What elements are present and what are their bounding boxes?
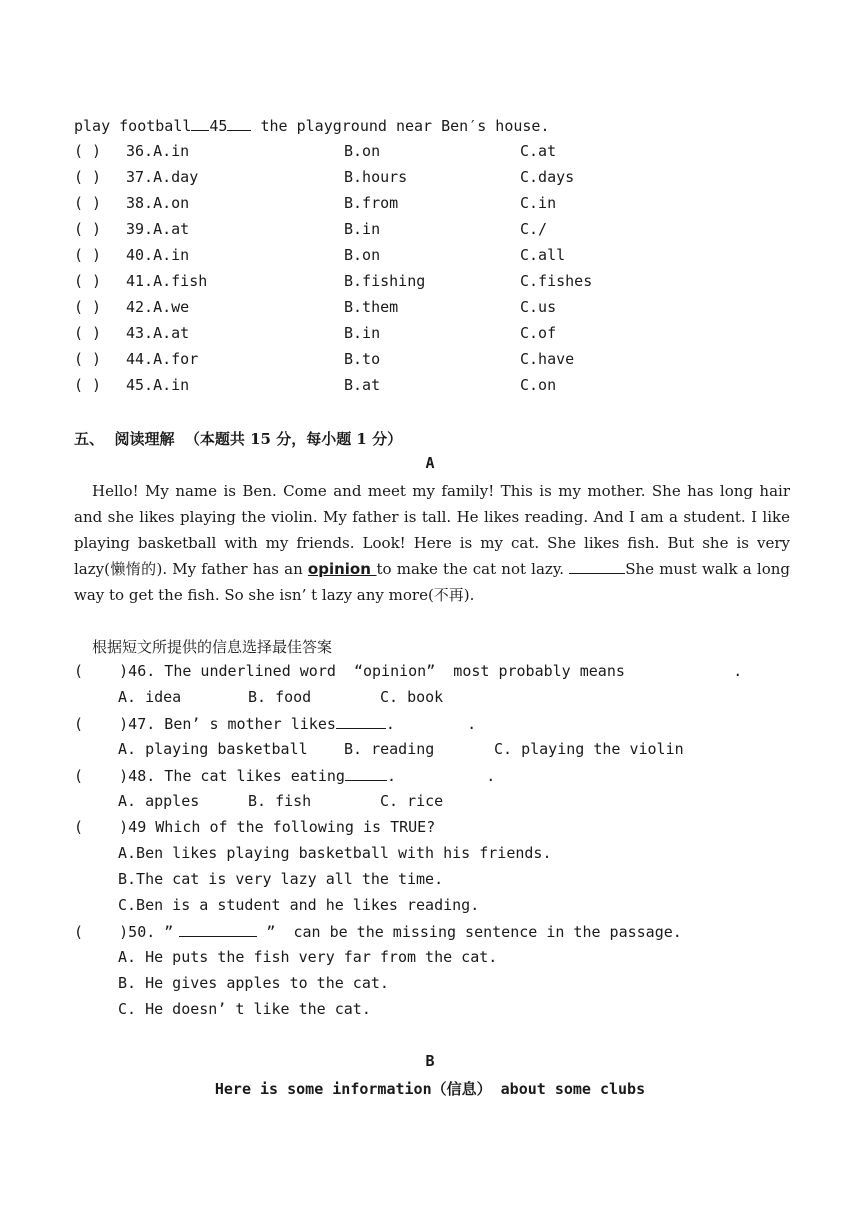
underlined-word: opinion — [307, 560, 377, 578]
option-a: 36.A.in — [126, 142, 190, 160]
option-a: 39.A.at — [126, 220, 190, 238]
question-46: ( )46. The underlined word “opinion” most probably means . — [74, 662, 743, 680]
option-a: 43.A.at — [126, 324, 190, 342]
q49-option-c: C.Ben is a student and he likes reading. — [118, 896, 480, 914]
answer-paren: ( ) — [74, 168, 102, 186]
q49-option-b: B.The cat is very lazy all the time. — [118, 870, 444, 888]
option-c: C.us — [520, 298, 557, 316]
cloze-option-row — [74, 376, 774, 398]
cloze-option-row — [74, 194, 774, 216]
option-b: B.to — [344, 350, 381, 368]
passage-text: Hello! My name is Ben. Come and meet my family! This is my mother. She has long hair and she likes playing the violin. My father is tall. He likes reading. And I am a student. I like playing basketball with my friends. Look! Here is my cat. She likes fish. But she is very lazy(懒惰的). My father has an — [74, 482, 790, 578]
option-c: C.days — [520, 168, 575, 186]
option-a: 41.A.fish — [126, 272, 208, 290]
option-b: B.fishing — [344, 272, 426, 290]
answer-paren: ( ) — [74, 194, 102, 212]
question-49: ( )49 Which of the following is TRUE? — [74, 818, 436, 836]
q50-option-b: B. He gives apples to the cat. — [118, 974, 389, 992]
answer-blank — [336, 714, 386, 729]
q50-tail: ” can be the missing sentence in the passage. — [257, 923, 682, 941]
q46-option-b: B. food — [248, 688, 312, 706]
answer-paren: ( ) — [74, 246, 102, 264]
q49-option-a: A.Ben likes playing basketball with his friends. — [118, 844, 552, 862]
blank-line — [227, 116, 251, 131]
option-a: 44.A.for — [126, 350, 199, 368]
question-50 — [74, 922, 682, 941]
q48-option-a: A. apples — [118, 792, 200, 810]
option-c: C.all — [520, 246, 566, 264]
option-b: B.on — [344, 246, 381, 264]
option-b: B.in — [344, 220, 381, 238]
cloze-tail-line — [74, 116, 549, 136]
part-b-title: Here is some information（信息） about some clubs — [214, 1080, 646, 1098]
answer-blank — [345, 766, 387, 781]
option-b: B.them — [344, 298, 399, 316]
q47-option-c: C. playing the violin — [494, 740, 684, 758]
option-a: 42.A.we — [126, 298, 190, 316]
answer-paren: ( ) — [74, 142, 102, 160]
cloze-option-row — [74, 142, 774, 164]
q47-option-b: B. reading — [344, 740, 435, 758]
q50-stem: ( )50. ” — [74, 923, 174, 941]
q46-option-a: A. idea — [118, 688, 182, 706]
option-a: 40.A.in — [126, 246, 190, 264]
q47-option-a: A. playing basketball — [118, 740, 308, 758]
missing-sentence-blank — [569, 559, 625, 574]
option-c: C.on — [520, 376, 557, 394]
option-a: 37.A.day — [126, 168, 199, 186]
q50-option-a: A. He puts the fish very far from the cat. — [118, 948, 498, 966]
question-instruction: 根据短文所提供的信息选择最佳答案 — [92, 638, 333, 656]
option-b: B.on — [344, 142, 381, 160]
cloze-tail-prefix: play football — [74, 117, 192, 135]
q48-stem: ( )48. The cat likes eating — [74, 767, 345, 785]
blank-number: 45 — [209, 117, 228, 135]
option-c: C.of — [520, 324, 557, 342]
part-b-label: B — [425, 1052, 435, 1070]
section-heading: 五、 阅读理解 （本题共 15 分，每小题 1 分） — [74, 430, 403, 448]
cloze-option-row — [74, 324, 774, 346]
answer-paren: ( ) — [74, 220, 102, 238]
option-b: B.from — [344, 194, 399, 212]
cloze-tail-suffix: the playground near Ben′s house. — [251, 117, 550, 135]
option-b: B.in — [344, 324, 381, 342]
cloze-option-row — [74, 272, 774, 294]
option-b: B.at — [344, 376, 381, 394]
cloze-option-row — [74, 168, 774, 190]
passage-text: to make the cat not lazy. — [376, 560, 570, 578]
option-c: C.fishes — [520, 272, 593, 290]
answer-paren: ( ) — [74, 324, 102, 342]
answer-paren: ( ) — [74, 298, 102, 316]
q48-tail: . . — [386, 767, 496, 785]
passage-text: She must walk a long way to get the fish. So she isn’ t lazy any more(不再). — [74, 560, 790, 604]
cloze-option-row — [74, 298, 774, 320]
answer-paren: ( ) — [74, 376, 102, 394]
option-c: C.at — [520, 142, 557, 160]
option-b: B.hours — [344, 168, 408, 186]
blank-line — [191, 116, 209, 131]
q48-option-b: B. fish — [248, 792, 312, 810]
reading-passage — [74, 478, 790, 608]
answer-paren: ( ) — [74, 350, 102, 368]
q47-tail: . . — [385, 715, 477, 733]
answer-blank — [179, 922, 257, 937]
q50-option-c: C. He doesn’ t like the cat. — [118, 1000, 371, 1018]
option-c: C./ — [520, 220, 548, 238]
option-a: 45.A.in — [126, 376, 190, 394]
cloze-option-row — [74, 246, 774, 268]
option-c: C.have — [520, 350, 575, 368]
option-a: 38.A.on — [126, 194, 190, 212]
answer-paren: ( ) — [74, 272, 102, 290]
part-a-label: A — [425, 454, 435, 472]
question-47 — [74, 714, 476, 733]
cloze-option-row — [74, 220, 774, 242]
question-48 — [74, 766, 495, 785]
q48-option-c: C. rice — [380, 792, 444, 810]
option-c: C.in — [520, 194, 557, 212]
q47-stem: ( )47. Ben’ s mother likes — [74, 715, 336, 733]
cloze-option-row — [74, 350, 774, 372]
q46-option-c: C. book — [380, 688, 444, 706]
